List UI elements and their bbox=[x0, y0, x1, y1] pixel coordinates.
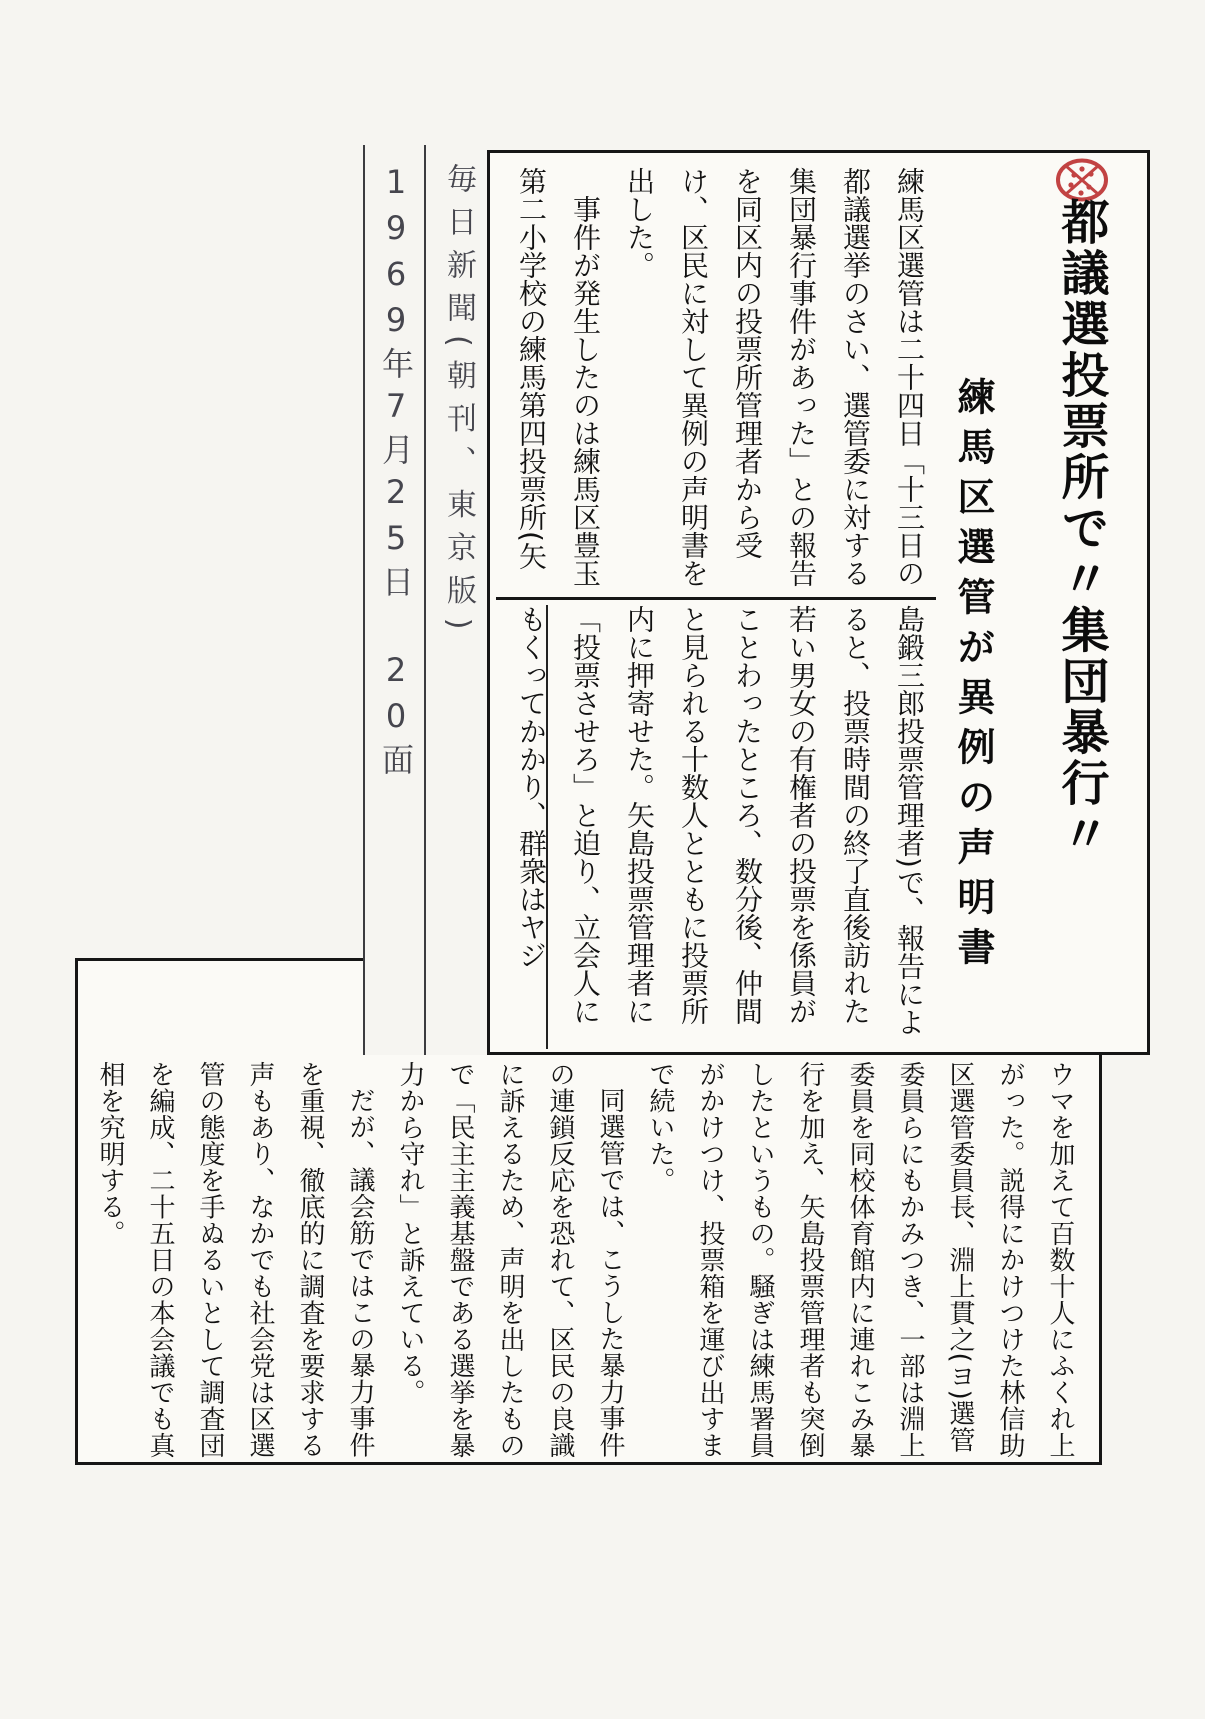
paragraph-incident: 島鍛三郎投票管理者)で、報告によると、投票時間の終了直後訪れた若い男女の有権者の投票を係員がことわったところ、数分後、仲間と見られる十数人とともに投票所内に押寄せた。矢島投票管理者に「投票させろ」と迫り、立会人にもくってかかり、群衆はヤジ bbox=[515, 605, 926, 1036]
article-lead-text bbox=[496, 167, 936, 595]
column-separator-rule bbox=[496, 597, 936, 600]
paragraph-incident-start: 事件が発生したのは練馬区豊玉第二小学校の練馬第四投票所(矢 bbox=[515, 167, 602, 587]
article-headline: 都議選投票所で〃集団暴行〃 bbox=[1053, 197, 1109, 860]
paragraph-lead: 練馬区選管は二十四日「十三日の都議選挙のさい、選管委に対する集団暴行事件があった」との報告を同区内の投票所管理者から受け、区民に対して異例の声明書を出した。 bbox=[623, 167, 926, 587]
attribution-strip bbox=[363, 145, 489, 1055]
article-subheadline: 練馬区選管が異例の声明書 bbox=[951, 377, 995, 977]
article-continuation-text bbox=[92, 1061, 1085, 1461]
attribution-divider-rule bbox=[424, 145, 426, 1055]
attribution-date-page: 1969年7月25日 20面 bbox=[377, 163, 415, 783]
paragraph-assembly: だが、議会筋ではこの暴力事件を重視、徹底的に調査を要求する声もあり、なかでも社会党は区選管の態度を手ぬるいとして調査団を編成、二十五日の本会議でも真相を究明する。 bbox=[95, 1061, 375, 1459]
paragraph-continuation: ウマを加えて百数十人にふくれ上がった。説得にかけつけた林信助区選管委員長、淵上貫之(ヨ)選管委員らにもかみつき、一部は淵上委員を同校体育館内に連れこみ暴行を加え、矢島投票管理者も突倒したというもの。騒ぎは練馬署員がかけつけ、投票箱を運び出すまで続いた。 bbox=[645, 1061, 1075, 1459]
article-incident-text bbox=[496, 605, 936, 1050]
attribution-source: 毎日新聞(朝刊、東京版) bbox=[441, 163, 476, 643]
crest-stamp-icon bbox=[1055, 158, 1109, 202]
paragraph-statement: 同選管では、こうした暴力事件の連鎖反応を恐れて、区民の良識に訴えるため、声明を出したもので「民主主義基盤である選挙を暴力から守れ」と訴えている。 bbox=[395, 1061, 625, 1459]
article-main-box bbox=[487, 150, 1150, 1055]
